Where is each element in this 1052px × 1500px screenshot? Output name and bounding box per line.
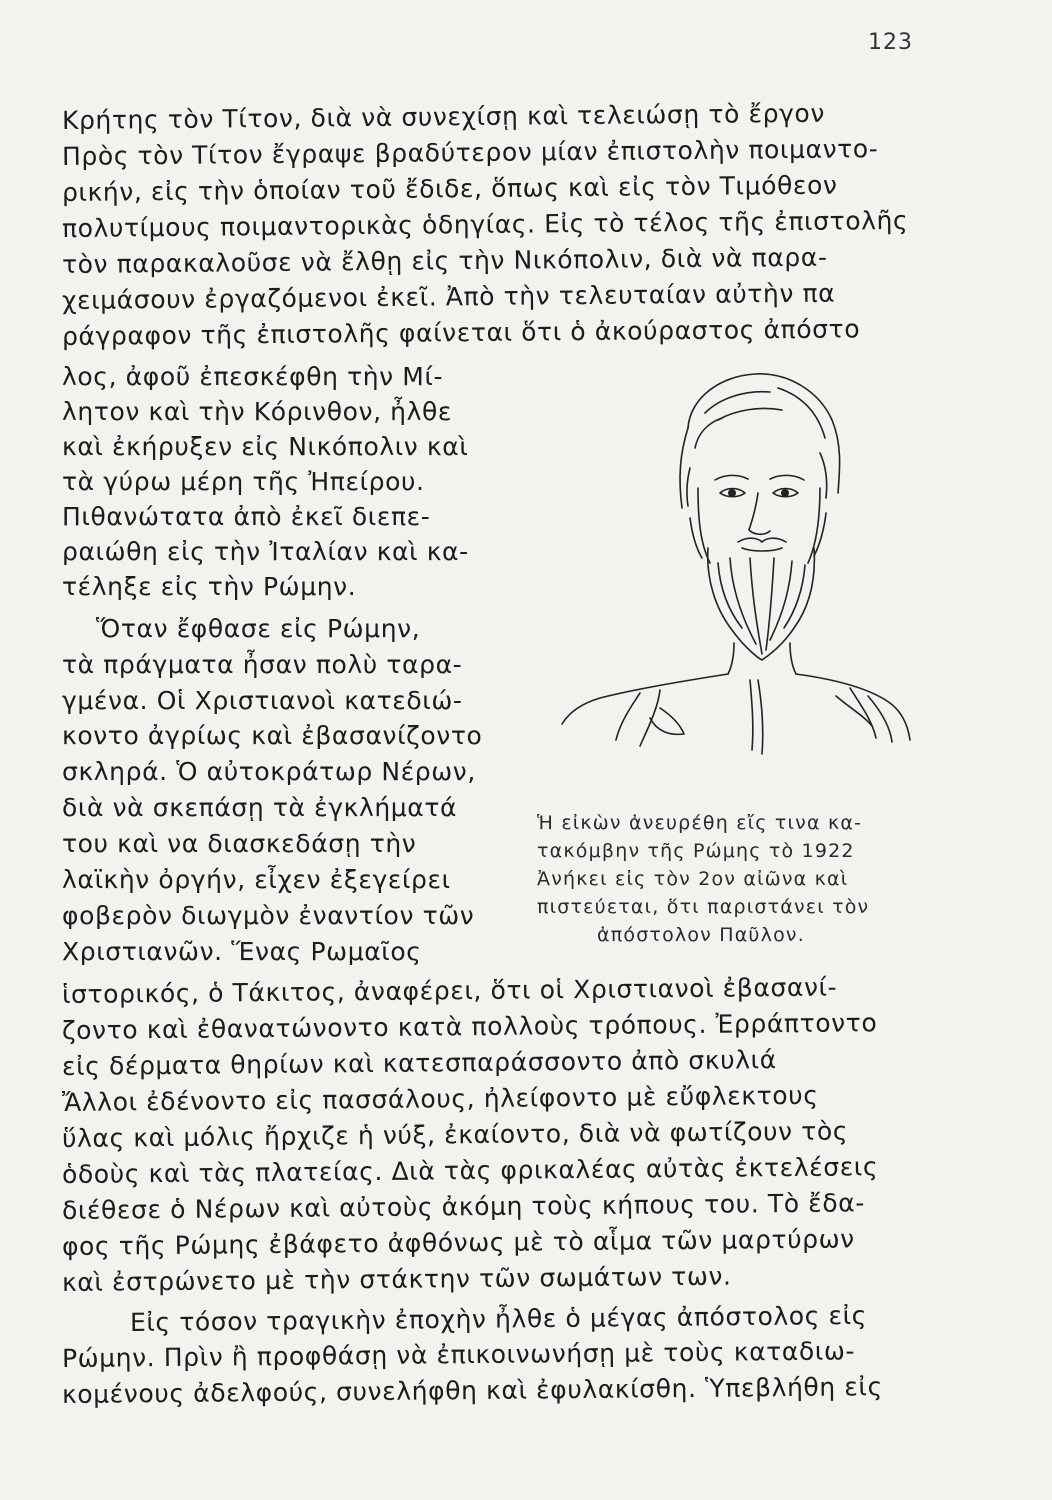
portrait-sketch-of-apostle — [520, 358, 930, 798]
body-line: ὕλας καὶ μόλις ἤρχιζε ἡ νύξ, ἐκαίοντο, διὰ νὰ φωτίζουν τὸς — [61, 1116, 849, 1153]
body-line: ράγραφον τῆς ἐπιστολῆς φαίνεται ὅτι ὁ ἀκούραστος ἀπόστο — [61, 314, 861, 351]
body-line: Ἄλλοι ἐδένοντο εἰς πασσάλους, ἠλείφοντο μὲ εὔφλεκτους — [61, 1080, 819, 1117]
body-line: ὁδοὺς καὶ τὰς πλατείας. Διὰ τὰς φρικαλέας αὐτὰς ἐκτελέσεις — [61, 1152, 879, 1189]
column-line: καὶ ἐκήρυξεν εἰς Νικόπολιν καὶ — [62, 432, 469, 461]
column-line: λος, ἀφοῦ ἐπεσκέφθη τὴν Μί- — [62, 362, 444, 391]
body-line: Πρὸς τὸν Τίτον ἔγραψε βραδύτερον μίαν ἐπιστολὴν ποιμαντο- — [61, 134, 879, 171]
caption-line: ἀπόστολον Παῦλον. — [597, 924, 805, 946]
body-line: καὶ ἐστρώνετο μὲ τὴν στάκτην τῶν σωμάτων των. — [61, 1261, 732, 1297]
column-line: λαϊκὴν ὀργήν, εἶχεν ἐξεγείρει — [62, 865, 451, 894]
body-line: κομένους ἀδελφούς, συνελήφθη καὶ ἐφυλακίσθη. Ὑπεβλήθη εἰς — [61, 1372, 883, 1409]
caption-line: Ἀνήκει εἰς τὸν 2ον αἰῶνα καὶ — [537, 868, 849, 890]
column-line: κοντο ἀγρίως καὶ ἐβασανίζοντο — [62, 721, 483, 750]
body-line: ρικήν, εἰς τὴν ὁποίαν τοῦ ἔδιδε, ὅπως καὶ εἰς τὸν Τιμόθεον — [61, 170, 838, 207]
body-line: τὸν παρακαλοῦσε νὰ ἔλθῃ εἰς τὴν Νικόπολιν, διὰ νὰ παρα- — [61, 242, 828, 279]
body-line: φος τῆς Ρώμης ἐβάφετο ἀφθόνως μὲ τὸ αἷμα τῶν μαρτύρων — [61, 1224, 855, 1261]
column-line: Πιθανώτατα ἀπὸ ἐκεῖ διεπε- — [62, 502, 431, 531]
body-line: Εἰς τόσον τραγικὴν ἐποχὴν ἦλθε ὁ μέγας ἀπόστολος εἰς — [129, 1300, 868, 1337]
column-line: ραιώθη εἰς τὴν Ἰταλίαν καὶ κα- — [62, 537, 469, 566]
body-line: πολυτίμους ποιμαντορικὰς ὁδηγίας. Εἰς τὸ τέλος τῆς ἐπιστολῆς — [61, 205, 909, 243]
column-line: Χριστιανῶν. Ἕνας Ρωμαῖος — [62, 937, 422, 966]
column-line: φοβερὸν διωγμὸν ἐναντίον τῶν — [62, 901, 475, 930]
column-line: διὰ νὰ σκεπάσῃ τὰ ἐγκλήματά — [62, 793, 458, 822]
body-line: ἱστορικός, ὁ Τάκιτος, ἀναφέρει, ὅτι οἱ Χριστιανοὶ ἐβασανί- — [61, 972, 838, 1009]
body-line: διέθεσε ὁ Νέρων καὶ αὐτοὺς ἀκόμη τοὺς κήπους του. Τὸ ἔδα- — [61, 1188, 866, 1225]
column-line: Ὅταν ἔφθασε εἰς Ρώμην, — [96, 614, 421, 643]
body-line: Ρώμην. Πρὶν ἢ προφθάσῃ νὰ ἐπικοινωνήσῃ μὲ τοὺς καταδιω- — [61, 1336, 856, 1373]
caption-line: πιστεύεται, ὅτι παριστάνει τὸν — [537, 896, 870, 918]
column-line: τὰ πράγματα ἦσαν πολὺ ταρα- — [62, 650, 463, 679]
body-line: Κρήτης τὸν Τίτον, διὰ νὰ συνεχίσῃ καὶ τελειώσῃ τὸ ἔργον — [61, 98, 826, 135]
body-line: χειμάσουν ἐργαζόμενοι ἐκεῖ. Ἀπὸ τὴν τελευταίαν αὐτὴν πα — [61, 278, 836, 315]
column-line: λητον καὶ τὴν Κόρινθον, ἦλθε — [62, 397, 453, 426]
column-line: τέληξε εἰς τὴν Ρώμην. — [62, 572, 357, 601]
page-number: 123 — [868, 30, 913, 55]
column-line: τὰ γύρω μέρη τῆς Ἠπείρου. — [62, 467, 425, 496]
column-line: του καὶ να διασκεδάσῃ τὴν — [62, 829, 417, 858]
caption-line: Ἡ εἰκὼν ἀνευρέθη εἴς τινα κα- — [537, 812, 863, 834]
body-line: ζοντο καὶ ἐθανατώνοντο κατὰ πολλοὺς τρόπους. Ἐρράπτοντο — [61, 1008, 878, 1045]
column-line: σκληρά. Ὁ αὐτοκράτωρ Νέρων, — [62, 757, 476, 786]
column-line: γμένα. Οἱ Χριστιανοὶ κατεδιώ- — [62, 686, 463, 715]
body-line: εἰς δέρματα θηρίων καὶ κατεσπαράσσοντο ἀπὸ σκυλιά — [61, 1045, 777, 1081]
caption-line: τακόμβην τῆς Ρώμης τὸ 1922 — [537, 840, 855, 862]
